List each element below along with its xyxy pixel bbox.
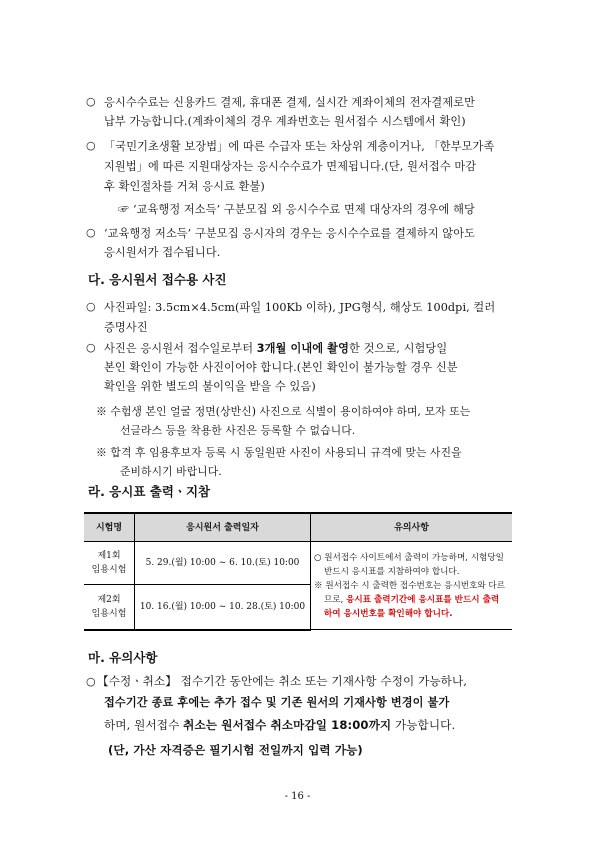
photo-note2-line1: ※ 합격 후 임용후보자 등록 시 동일원판 사진이 사용되니 규격에 맞는 사진을: [96, 446, 462, 459]
notes-line: [314, 593, 510, 607]
notice-line4: (단, 가산 자격증은 필기시험 전일까지 입력 가능): [108, 743, 363, 757]
photo-bullet2-bold: 3개월 이내에 촬영: [256, 342, 349, 355]
photo-bullet1-line2: 증명사진: [104, 321, 148, 334]
notes-line: ※ 원서접수 시 출력한 접수번호는 응시번호와 다르: [314, 580, 506, 591]
table-header: 유의사항: [311, 513, 513, 542]
notice-line3: [104, 715, 455, 735]
photo-bullet2-line2: 본인 확인이 가능한 사진이어야 합니다.(본인 확인이 불가능할 경우 신분: [104, 361, 458, 374]
photo-bullet2-line3: 확인을 위한 별도의 불이익을 받을 수 있음): [104, 380, 316, 393]
fee-note: ☞ ‘교육행정 저소득’ 구분모집 외 응시수수료 면제 대상자의 경우에 해당: [118, 203, 475, 216]
bullet-icon: ○: [86, 300, 96, 313]
notice-line3-pre: 하며, 원서접수: [104, 718, 184, 732]
notes-text: 므로,: [324, 594, 347, 605]
fee-bullet1-line2: 납부 가능합니다.(계좌이체의 경우 계좌번호는 원서접수 시스템에서 확인): [104, 115, 466, 128]
table-header: 응시원서 출력일자: [135, 513, 311, 542]
exam-name: 제2회: [97, 594, 121, 605]
print-date: 5. 29.(월) 10:00 ~ 6. 10.(토) 10:00: [135, 542, 311, 585]
table-header: 시험명: [84, 513, 135, 542]
fee-bullet2-line3: 후 확인절차를 거쳐 응시료 환불): [104, 180, 265, 193]
bullet-icon: ○: [86, 226, 96, 239]
ticket-table: [84, 512, 512, 631]
table-row: [84, 542, 512, 585]
notice-heading: 마. 유의사항: [88, 650, 158, 665]
photo-note1-line1: ※ 수험생 본인 얼굴 정면(상반신) 사진으로 식별이 용이하여야 하며, 모자 또는: [96, 405, 471, 418]
fee-bullet2-line1: 「국민기초생활 보장법」에 따른 수급자 또는 차상위 계층이거나, 「한부모가족: [104, 140, 495, 153]
notice-line2: 접수기간 종료 후에는 추가 접수 및 기존 원서의 기재사항 변경이 불가: [104, 696, 450, 709]
fee-bullet3-line2: 응시원서가 접수됩니다.: [104, 246, 221, 259]
print-date: 10. 16.(월) 10:00 ~ 10. 28.(토) 10:00: [135, 585, 311, 630]
photo-heading: 다. 응시원서 접수용 사진: [88, 272, 227, 287]
exam-name: 임용시험: [91, 608, 127, 619]
exam-name-cell: [84, 542, 135, 585]
exam-name: 임용시험: [91, 565, 127, 575]
notes-line: ○ 원서접수 사이트에서 출력이 가능하며, 시험당일: [314, 552, 504, 563]
photo-bullet2-pre: 사진은 응시원서 접수일로부터: [104, 342, 257, 355]
photo-bullet2-line1: [104, 339, 447, 358]
notice-line1: 【수정ㆍ취소】 접수기간 동안에는 취소 또는 기재사항 수정이 가능하나,: [97, 674, 468, 688]
fee-bullet3-line1: ‘교육행정 저소득’ 구분모집 응시자의 경우는 응시수수료를 결제하지 않아도: [104, 227, 476, 240]
page-number: - 16 -: [284, 791, 311, 802]
photo-bullet1-line1: 사진파일: 3.5cm×4.5cm(파일 100Kb 이하), JPG형식, 해상도 100dpi, 컬러: [104, 301, 496, 314]
notes-highlight: 하여 응시번호를 확인해야 합니다.: [324, 608, 453, 619]
notes-line: 반드시 응시표를 지참하여야 합니다.: [324, 566, 460, 577]
exam-name-cell: [84, 585, 135, 630]
table-header-row: [84, 513, 512, 542]
notice-line3-post: 가능합니다.: [391, 718, 456, 732]
bullet-icon: ○: [86, 341, 96, 354]
notice-line3-bold: 취소는 원서접수 취소마감일 18:00까지: [183, 718, 392, 732]
photo-note2-line2: 준비하시기 바랍니다.: [120, 465, 222, 478]
photo-note1-line2: 선글라스 등을 착용한 사진은 등록할 수 없습니다.: [120, 424, 356, 437]
ticket-heading: 라. 응시표 출력ㆍ지참: [88, 484, 211, 499]
bullet-icon: ○: [86, 95, 96, 108]
exam-name: 제1회: [97, 551, 121, 561]
notes-cell: [311, 542, 513, 630]
bullet-icon: ○: [86, 139, 96, 152]
fee-bullet1-line1: 응시수수료는 신용카드 결제, 휴대폰 결제, 실시간 계좌이체의 전자결제로만: [104, 96, 476, 109]
notes-highlight: 응시표 출력기간에 응시표를 반드시 출력: [346, 594, 500, 605]
photo-bullet2-post: 한 것으로, 시험당일: [349, 342, 448, 355]
bullet-icon: ○: [86, 675, 96, 688]
fee-bullet2-line2: 지원법」에 따른 지원대상자는 응시수수료가 면제됩니다.(단, 원서접수 마감: [104, 160, 477, 173]
